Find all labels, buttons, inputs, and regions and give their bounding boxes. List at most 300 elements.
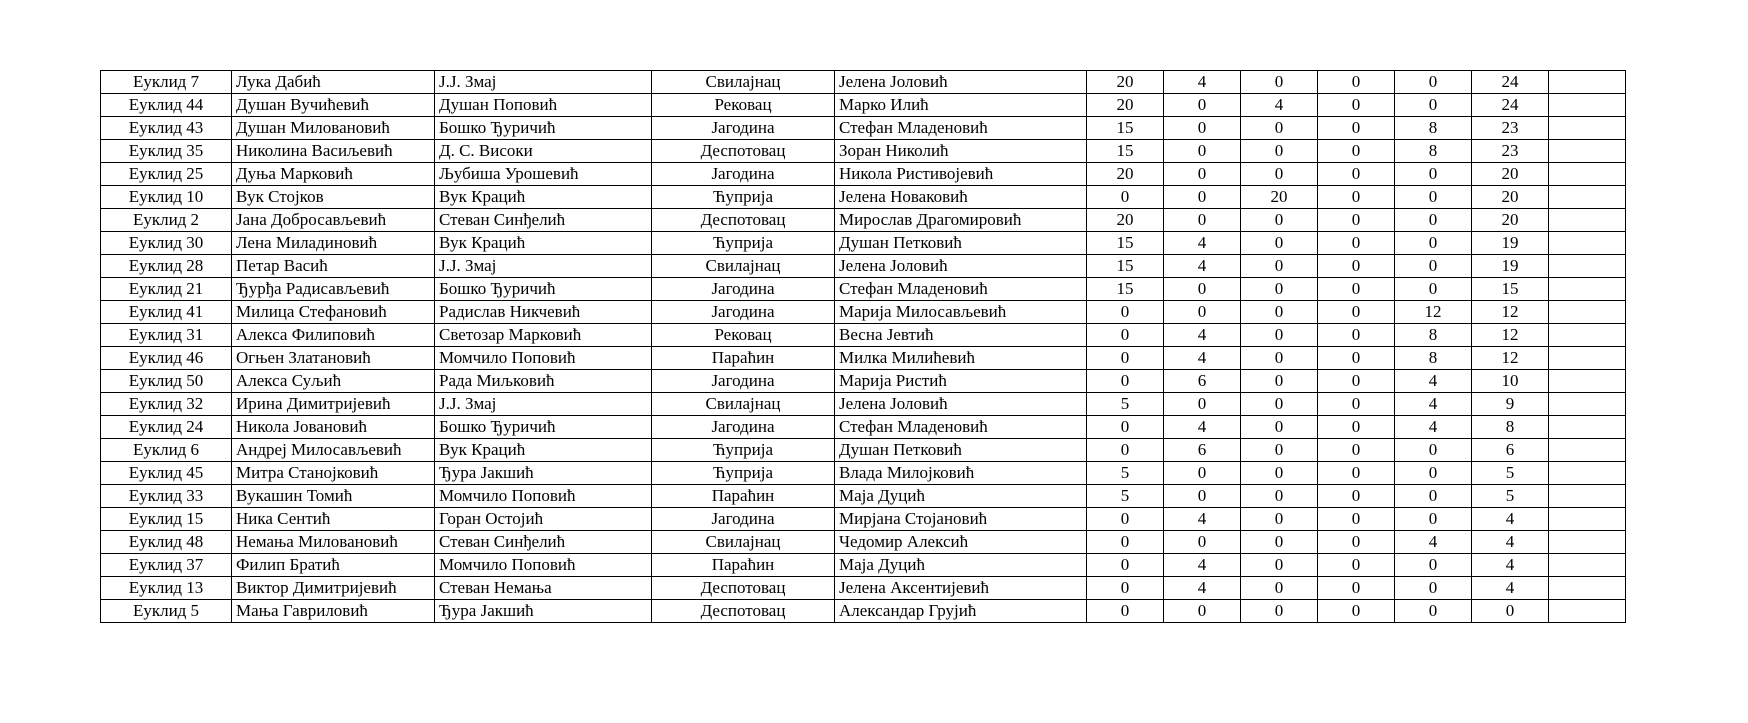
student-name-cell: Митра Станојковић xyxy=(232,462,435,485)
total-score-cell: 19 xyxy=(1472,255,1549,278)
total-score-cell: 4 xyxy=(1472,508,1549,531)
school-cell: Момчило Поповић xyxy=(435,485,652,508)
score-4-cell: 0 xyxy=(1318,301,1395,324)
score-3-cell: 4 xyxy=(1241,94,1318,117)
town-cell: Деспотовац xyxy=(652,209,835,232)
score-2-cell: 0 xyxy=(1164,186,1241,209)
score-2-cell: 0 xyxy=(1164,117,1241,140)
table-row xyxy=(101,393,1626,416)
score-4-cell: 0 xyxy=(1318,577,1395,600)
student-name-cell: Никола Јовановић xyxy=(232,416,435,439)
mentor-cell: Маја Дуцић xyxy=(835,485,1087,508)
score-4-cell: 0 xyxy=(1318,232,1395,255)
school-cell: Светозар Марковић xyxy=(435,324,652,347)
mentor-cell: Марија Милосављевић xyxy=(835,301,1087,324)
table-row xyxy=(101,600,1626,623)
mentor-cell: Стефан Младеновић xyxy=(835,278,1087,301)
total-score-cell: 5 xyxy=(1472,462,1549,485)
student-name-cell: Душан Вучићевић xyxy=(232,94,435,117)
student-name-cell: Немања Миловановић xyxy=(232,531,435,554)
score-1-cell: 5 xyxy=(1087,485,1164,508)
competition-code-cell: Еуклид 33 xyxy=(101,485,232,508)
results-table xyxy=(100,70,1626,623)
competition-code-cell: Еуклид 13 xyxy=(101,577,232,600)
score-3-cell: 0 xyxy=(1241,462,1318,485)
score-2-cell: 0 xyxy=(1164,600,1241,623)
total-score-cell: 10 xyxy=(1472,370,1549,393)
score-3-cell: 0 xyxy=(1241,485,1318,508)
school-cell: Момчило Поповић xyxy=(435,347,652,370)
score-5-cell: 0 xyxy=(1395,186,1472,209)
table-row xyxy=(101,163,1626,186)
score-2-cell: 4 xyxy=(1164,554,1241,577)
town-cell: Параћин xyxy=(652,347,835,370)
total-score-cell: 6 xyxy=(1472,439,1549,462)
total-score-cell: 15 xyxy=(1472,278,1549,301)
competition-code-cell: Еуклид 41 xyxy=(101,301,232,324)
score-3-cell: 0 xyxy=(1241,393,1318,416)
competition-code-cell: Еуклид 46 xyxy=(101,347,232,370)
total-score-cell: 23 xyxy=(1472,140,1549,163)
note-cell xyxy=(1549,94,1626,117)
student-name-cell: Милица Стефановић xyxy=(232,301,435,324)
score-4-cell: 0 xyxy=(1318,71,1395,94)
table-row xyxy=(101,232,1626,255)
competition-code-cell: Еуклид 6 xyxy=(101,439,232,462)
student-name-cell: Мања Гавриловић xyxy=(232,600,435,623)
town-cell: Јагодина xyxy=(652,117,835,140)
score-1-cell: 0 xyxy=(1087,301,1164,324)
score-4-cell: 0 xyxy=(1318,186,1395,209)
student-name-cell: Ирина Димитријевић xyxy=(232,393,435,416)
score-5-cell: 0 xyxy=(1395,232,1472,255)
student-name-cell: Јана Добросављевић xyxy=(232,209,435,232)
school-cell: Ј.Ј. Змај xyxy=(435,71,652,94)
school-cell: Ј.Ј. Змај xyxy=(435,393,652,416)
score-3-cell: 0 xyxy=(1241,324,1318,347)
score-3-cell: 0 xyxy=(1241,232,1318,255)
note-cell xyxy=(1549,416,1626,439)
student-name-cell: Ђурђа Радисављевић xyxy=(232,278,435,301)
competition-code-cell: Еуклид 5 xyxy=(101,600,232,623)
score-5-cell: 0 xyxy=(1395,462,1472,485)
table-row xyxy=(101,347,1626,370)
mentor-cell: Марко Илић xyxy=(835,94,1087,117)
score-5-cell: 0 xyxy=(1395,94,1472,117)
score-4-cell: 0 xyxy=(1318,94,1395,117)
student-name-cell: Алекса Филиповић xyxy=(232,324,435,347)
score-1-cell: 0 xyxy=(1087,577,1164,600)
town-cell: Параћин xyxy=(652,485,835,508)
school-cell: Ђура Јакшић xyxy=(435,600,652,623)
mentor-cell: Марија Ристић xyxy=(835,370,1087,393)
note-cell xyxy=(1549,554,1626,577)
score-4-cell: 0 xyxy=(1318,140,1395,163)
score-3-cell: 0 xyxy=(1241,278,1318,301)
score-1-cell: 0 xyxy=(1087,370,1164,393)
town-cell: Рековац xyxy=(652,324,835,347)
table-row xyxy=(101,278,1626,301)
score-5-cell: 0 xyxy=(1395,209,1472,232)
school-cell: Радислав Никчевић xyxy=(435,301,652,324)
table-row xyxy=(101,531,1626,554)
town-cell: Ћуприја xyxy=(652,439,835,462)
town-cell: Свилајнац xyxy=(652,393,835,416)
mentor-cell: Јелена Јоловић xyxy=(835,71,1087,94)
score-2-cell: 0 xyxy=(1164,163,1241,186)
note-cell xyxy=(1549,278,1626,301)
school-cell: Љубиша Урошевић xyxy=(435,163,652,186)
note-cell xyxy=(1549,71,1626,94)
competition-code-cell: Еуклид 45 xyxy=(101,462,232,485)
score-1-cell: 15 xyxy=(1087,232,1164,255)
student-name-cell: Лука Дабић xyxy=(232,71,435,94)
student-name-cell: Душан Миловановић xyxy=(232,117,435,140)
total-score-cell: 19 xyxy=(1472,232,1549,255)
student-name-cell: Вук Стојков xyxy=(232,186,435,209)
score-5-cell: 4 xyxy=(1395,370,1472,393)
student-name-cell: Вукашин Томић xyxy=(232,485,435,508)
mentor-cell: Влада Милојковић xyxy=(835,462,1087,485)
mentor-cell: Александар Грујић xyxy=(835,600,1087,623)
note-cell xyxy=(1549,301,1626,324)
competition-code-cell: Еуклид 43 xyxy=(101,117,232,140)
score-1-cell: 0 xyxy=(1087,186,1164,209)
score-5-cell: 0 xyxy=(1395,163,1472,186)
competition-code-cell: Еуклид 15 xyxy=(101,508,232,531)
town-cell: Свилајнац xyxy=(652,531,835,554)
town-cell: Деспотовац xyxy=(652,140,835,163)
score-2-cell: 0 xyxy=(1164,393,1241,416)
table-row xyxy=(101,485,1626,508)
score-1-cell: 20 xyxy=(1087,94,1164,117)
total-score-cell: 4 xyxy=(1472,531,1549,554)
competition-code-cell: Еуклид 37 xyxy=(101,554,232,577)
score-4-cell: 0 xyxy=(1318,117,1395,140)
table-row xyxy=(101,416,1626,439)
score-5-cell: 0 xyxy=(1395,485,1472,508)
score-2-cell: 0 xyxy=(1164,140,1241,163)
score-5-cell: 0 xyxy=(1395,71,1472,94)
total-score-cell: 20 xyxy=(1472,186,1549,209)
table-row xyxy=(101,577,1626,600)
mentor-cell: Стефан Младеновић xyxy=(835,416,1087,439)
note-cell xyxy=(1549,117,1626,140)
competition-code-cell: Еуклид 10 xyxy=(101,186,232,209)
score-3-cell: 0 xyxy=(1241,439,1318,462)
student-name-cell: Дуња Марковић xyxy=(232,163,435,186)
score-4-cell: 0 xyxy=(1318,531,1395,554)
total-score-cell: 23 xyxy=(1472,117,1549,140)
score-5-cell: 8 xyxy=(1395,117,1472,140)
table-row xyxy=(101,554,1626,577)
score-4-cell: 0 xyxy=(1318,508,1395,531)
table-row xyxy=(101,117,1626,140)
score-3-cell: 0 xyxy=(1241,347,1318,370)
mentor-cell: Душан Петковић xyxy=(835,439,1087,462)
score-2-cell: 0 xyxy=(1164,209,1241,232)
score-1-cell: 15 xyxy=(1087,140,1164,163)
total-score-cell: 8 xyxy=(1472,416,1549,439)
score-2-cell: 4 xyxy=(1164,71,1241,94)
score-4-cell: 0 xyxy=(1318,255,1395,278)
town-cell: Јагодина xyxy=(652,301,835,324)
competition-code-cell: Еуклид 24 xyxy=(101,416,232,439)
note-cell xyxy=(1549,577,1626,600)
score-4-cell: 0 xyxy=(1318,416,1395,439)
note-cell xyxy=(1549,393,1626,416)
town-cell: Рековац xyxy=(652,94,835,117)
competition-code-cell: Еуклид 48 xyxy=(101,531,232,554)
score-3-cell: 0 xyxy=(1241,416,1318,439)
score-1-cell: 0 xyxy=(1087,416,1164,439)
score-2-cell: 4 xyxy=(1164,508,1241,531)
score-3-cell: 0 xyxy=(1241,600,1318,623)
score-4-cell: 0 xyxy=(1318,600,1395,623)
score-2-cell: 4 xyxy=(1164,232,1241,255)
competition-code-cell: Еуклид 28 xyxy=(101,255,232,278)
mentor-cell: Мирјана Стојановић xyxy=(835,508,1087,531)
total-score-cell: 4 xyxy=(1472,554,1549,577)
total-score-cell: 4 xyxy=(1472,577,1549,600)
mentor-cell: Мирослав Драгомировић xyxy=(835,209,1087,232)
score-2-cell: 6 xyxy=(1164,439,1241,462)
mentor-cell: Стефан Младеновић xyxy=(835,117,1087,140)
table-row xyxy=(101,94,1626,117)
score-5-cell: 0 xyxy=(1395,508,1472,531)
score-2-cell: 0 xyxy=(1164,485,1241,508)
total-score-cell: 12 xyxy=(1472,347,1549,370)
student-name-cell: Алекса Суљић xyxy=(232,370,435,393)
mentor-cell: Душан Петковић xyxy=(835,232,1087,255)
school-cell: Горан Остојић xyxy=(435,508,652,531)
note-cell xyxy=(1549,163,1626,186)
score-4-cell: 0 xyxy=(1318,393,1395,416)
school-cell: Вук Крацић xyxy=(435,186,652,209)
score-2-cell: 4 xyxy=(1164,416,1241,439)
score-2-cell: 4 xyxy=(1164,324,1241,347)
score-1-cell: 5 xyxy=(1087,393,1164,416)
score-4-cell: 0 xyxy=(1318,554,1395,577)
mentor-cell: Зоран Николић xyxy=(835,140,1087,163)
table-row xyxy=(101,186,1626,209)
table-row xyxy=(101,140,1626,163)
score-3-cell: 0 xyxy=(1241,255,1318,278)
school-cell: Бошко Ђуричић xyxy=(435,117,652,140)
score-2-cell: 4 xyxy=(1164,347,1241,370)
table-row xyxy=(101,71,1626,94)
town-cell: Јагодина xyxy=(652,370,835,393)
score-5-cell: 12 xyxy=(1395,301,1472,324)
score-1-cell: 20 xyxy=(1087,71,1164,94)
table-row xyxy=(101,209,1626,232)
note-cell xyxy=(1549,347,1626,370)
school-cell: Вук Крацић xyxy=(435,232,652,255)
town-cell: Ћуприја xyxy=(652,232,835,255)
score-3-cell: 0 xyxy=(1241,117,1318,140)
school-cell: Д. С. Високи xyxy=(435,140,652,163)
score-5-cell: 8 xyxy=(1395,324,1472,347)
score-2-cell: 0 xyxy=(1164,94,1241,117)
note-cell xyxy=(1549,531,1626,554)
town-cell: Деспотовац xyxy=(652,577,835,600)
school-cell: Момчило Поповић xyxy=(435,554,652,577)
score-5-cell: 0 xyxy=(1395,255,1472,278)
note-cell xyxy=(1549,439,1626,462)
school-cell: Ј.Ј. Змај xyxy=(435,255,652,278)
score-2-cell: 0 xyxy=(1164,462,1241,485)
score-5-cell: 0 xyxy=(1395,554,1472,577)
score-3-cell: 0 xyxy=(1241,163,1318,186)
mentor-cell: Никола Ристивојевић xyxy=(835,163,1087,186)
table-row xyxy=(101,462,1626,485)
mentor-cell: Јелена Јоловић xyxy=(835,393,1087,416)
score-2-cell: 0 xyxy=(1164,301,1241,324)
mentor-cell: Милка Милићевић xyxy=(835,347,1087,370)
score-2-cell: 0 xyxy=(1164,278,1241,301)
table-row xyxy=(101,324,1626,347)
school-cell: Ђура Јакшић xyxy=(435,462,652,485)
table-row xyxy=(101,255,1626,278)
competition-code-cell: Еуклид 50 xyxy=(101,370,232,393)
total-score-cell: 20 xyxy=(1472,209,1549,232)
score-3-cell: 0 xyxy=(1241,554,1318,577)
results-table-body xyxy=(101,71,1626,623)
score-3-cell: 0 xyxy=(1241,209,1318,232)
score-1-cell: 15 xyxy=(1087,255,1164,278)
town-cell: Деспотовац xyxy=(652,600,835,623)
mentor-cell: Чедомир Алексић xyxy=(835,531,1087,554)
score-1-cell: 20 xyxy=(1087,163,1164,186)
score-4-cell: 0 xyxy=(1318,347,1395,370)
score-2-cell: 6 xyxy=(1164,370,1241,393)
score-4-cell: 0 xyxy=(1318,370,1395,393)
town-cell: Јагодина xyxy=(652,278,835,301)
score-4-cell: 0 xyxy=(1318,278,1395,301)
town-cell: Ћуприја xyxy=(652,186,835,209)
competition-code-cell: Еуклид 2 xyxy=(101,209,232,232)
town-cell: Свилајнац xyxy=(652,255,835,278)
score-3-cell: 0 xyxy=(1241,508,1318,531)
score-3-cell: 0 xyxy=(1241,301,1318,324)
student-name-cell: Петар Васић xyxy=(232,255,435,278)
student-name-cell: Лена Миладиновић xyxy=(232,232,435,255)
score-1-cell: 0 xyxy=(1087,347,1164,370)
table-row xyxy=(101,439,1626,462)
score-1-cell: 0 xyxy=(1087,508,1164,531)
note-cell xyxy=(1549,140,1626,163)
score-5-cell: 4 xyxy=(1395,416,1472,439)
score-4-cell: 0 xyxy=(1318,209,1395,232)
competition-code-cell: Еуклид 32 xyxy=(101,393,232,416)
score-1-cell: 0 xyxy=(1087,439,1164,462)
score-2-cell: 4 xyxy=(1164,577,1241,600)
score-3-cell: 20 xyxy=(1241,186,1318,209)
note-cell xyxy=(1549,232,1626,255)
score-1-cell: 20 xyxy=(1087,209,1164,232)
note-cell xyxy=(1549,255,1626,278)
school-cell: Бошко Ђуричић xyxy=(435,416,652,439)
total-score-cell: 5 xyxy=(1472,485,1549,508)
score-5-cell: 8 xyxy=(1395,347,1472,370)
school-cell: Бошко Ђуричић xyxy=(435,278,652,301)
school-cell: Стеван Немања xyxy=(435,577,652,600)
score-4-cell: 0 xyxy=(1318,163,1395,186)
competition-code-cell: Еуклид 30 xyxy=(101,232,232,255)
student-name-cell: Виктор Димитријевић xyxy=(232,577,435,600)
note-cell xyxy=(1549,209,1626,232)
town-cell: Јагодина xyxy=(652,163,835,186)
note-cell xyxy=(1549,462,1626,485)
competition-code-cell: Еуклид 31 xyxy=(101,324,232,347)
score-1-cell: 0 xyxy=(1087,324,1164,347)
town-cell: Параћин xyxy=(652,554,835,577)
mentor-cell: Јелена Аксентијевић xyxy=(835,577,1087,600)
competition-code-cell: Еуклид 44 xyxy=(101,94,232,117)
school-cell: Вук Крацић xyxy=(435,439,652,462)
competition-code-cell: Еуклид 7 xyxy=(101,71,232,94)
score-4-cell: 0 xyxy=(1318,324,1395,347)
score-5-cell: 0 xyxy=(1395,600,1472,623)
note-cell xyxy=(1549,186,1626,209)
mentor-cell: Маја Дуцић xyxy=(835,554,1087,577)
table-row xyxy=(101,370,1626,393)
score-1-cell: 0 xyxy=(1087,531,1164,554)
note-cell xyxy=(1549,324,1626,347)
note-cell xyxy=(1549,508,1626,531)
score-5-cell: 0 xyxy=(1395,439,1472,462)
student-name-cell: Филип Братић xyxy=(232,554,435,577)
score-3-cell: 0 xyxy=(1241,140,1318,163)
score-1-cell: 0 xyxy=(1087,554,1164,577)
score-5-cell: 4 xyxy=(1395,393,1472,416)
competition-code-cell: Еуклид 35 xyxy=(101,140,232,163)
mentor-cell: Јелена Новаковић xyxy=(835,186,1087,209)
mentor-cell: Весна Јевтић xyxy=(835,324,1087,347)
score-3-cell: 0 xyxy=(1241,370,1318,393)
town-cell: Свилајнац xyxy=(652,71,835,94)
total-score-cell: 12 xyxy=(1472,301,1549,324)
total-score-cell: 24 xyxy=(1472,71,1549,94)
student-name-cell: Андреј Милосављевић xyxy=(232,439,435,462)
score-1-cell: 5 xyxy=(1087,462,1164,485)
note-cell xyxy=(1549,600,1626,623)
school-cell: Душан Поповић xyxy=(435,94,652,117)
school-cell: Стеван Синђелић xyxy=(435,209,652,232)
note-cell xyxy=(1549,485,1626,508)
score-5-cell: 0 xyxy=(1395,278,1472,301)
table-row xyxy=(101,301,1626,324)
score-1-cell: 15 xyxy=(1087,278,1164,301)
score-5-cell: 4 xyxy=(1395,531,1472,554)
score-3-cell: 0 xyxy=(1241,531,1318,554)
score-3-cell: 0 xyxy=(1241,577,1318,600)
student-name-cell: Ника Сентић xyxy=(232,508,435,531)
total-score-cell: 24 xyxy=(1472,94,1549,117)
town-cell: Ћуприја xyxy=(652,462,835,485)
town-cell: Јагодина xyxy=(652,508,835,531)
school-cell: Стеван Синђелић xyxy=(435,531,652,554)
score-1-cell: 0 xyxy=(1087,600,1164,623)
mentor-cell: Јелена Јоловић xyxy=(835,255,1087,278)
score-4-cell: 0 xyxy=(1318,485,1395,508)
score-5-cell: 8 xyxy=(1395,140,1472,163)
competition-code-cell: Еуклид 25 xyxy=(101,163,232,186)
town-cell: Јагодина xyxy=(652,416,835,439)
school-cell: Рада Миљковић xyxy=(435,370,652,393)
student-name-cell: Огњен Златановић xyxy=(232,347,435,370)
score-2-cell: 4 xyxy=(1164,255,1241,278)
